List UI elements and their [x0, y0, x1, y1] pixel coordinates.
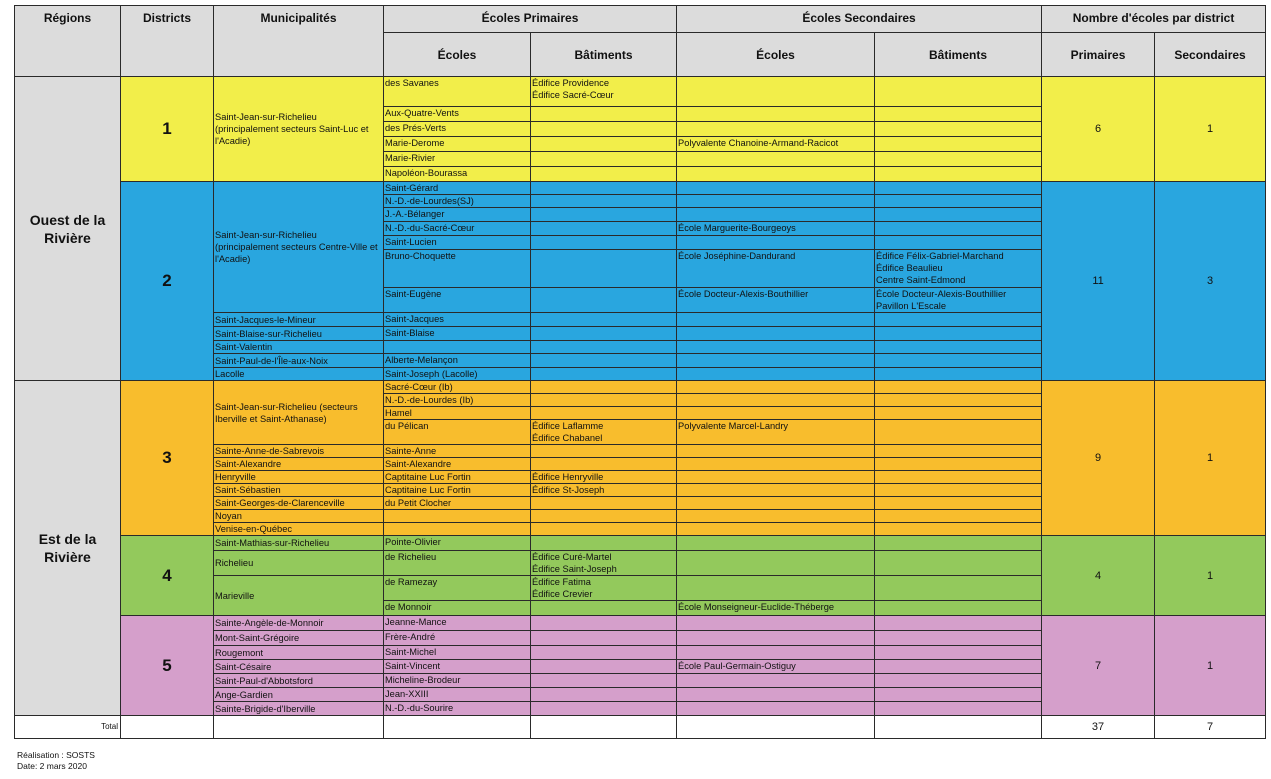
primary-building: Édifice Providence [532, 78, 609, 88]
primary-building: Édifice Chabanel [532, 433, 603, 443]
secondary-building-cell [875, 381, 1042, 394]
district-number: 3 [121, 381, 214, 536]
secondary-building: Édifice Félix-Gabriel-Marchand [876, 251, 1004, 261]
primary-building-cell [531, 484, 677, 497]
secondary-building-cell [875, 660, 1042, 674]
primary-school-cell: Captitaine Luc Fortin [384, 484, 531, 497]
secondary-building-cell [875, 152, 1042, 167]
secondary-count: 3 [1155, 182, 1266, 381]
secondary-school-cell [677, 167, 875, 182]
header-districts: Districts [121, 6, 214, 77]
municipality-cell: Saint-Jean-sur-Richelieu (principalement secteurs Saint-Luc et l'Acadie) [214, 77, 384, 182]
municipality-cell: Noyan [214, 510, 384, 523]
secondary-count: 1 [1155, 536, 1266, 616]
municipality-cell: Sainte-Anne-de-Sabrevois [214, 445, 384, 458]
primary-school-cell: Marie-Rivier [384, 152, 531, 167]
primary-school-cell: Pointe-Olivier [384, 536, 531, 551]
primary-school-cell: Saint-Eugène [384, 288, 531, 313]
primary-count: 4 [1042, 536, 1155, 616]
secondary-school-cell [677, 445, 875, 458]
primary-building-cell [531, 368, 677, 381]
primary-school-cell: Alberte-Melançon [384, 354, 531, 368]
municipality-cell: Saint-Alexandre [214, 458, 384, 471]
primary-building: Édifice Sacré-Cœur [532, 90, 614, 100]
primary-building-cell [531, 313, 677, 327]
secondary-school-cell [677, 551, 875, 576]
primary-building-cell [531, 616, 677, 631]
primary-school-cell: Saint-Blaise [384, 327, 531, 341]
secondary-building-cell [875, 288, 1042, 313]
secondary-building-cell [875, 394, 1042, 407]
secondary-building-cell [875, 497, 1042, 510]
primary-count: 7 [1042, 616, 1155, 716]
secondary-school-cell: École Marguerite-Bourgeoys [677, 222, 875, 236]
district-number: 1 [121, 77, 214, 182]
secondary-school-cell [677, 107, 875, 122]
primary-school-cell [384, 523, 531, 536]
header-secondary-schools-col: Écoles [677, 33, 875, 77]
total-empty [214, 716, 384, 739]
secondary-school-cell [677, 471, 875, 484]
secondary-building-cell [875, 250, 1042, 288]
header-primary-buildings-col: Bâtiments [531, 33, 677, 77]
secondary-school-cell [677, 236, 875, 250]
primary-school-cell: des Prés-Verts [384, 122, 531, 137]
total-empty [531, 716, 677, 739]
header-secondary-buildings-col: Bâtiments [875, 33, 1042, 77]
municipality-cell: Henryville [214, 471, 384, 484]
footer [17, 750, 95, 772]
municipality-cell: Saint-Paul-d'Abbotsford [214, 674, 384, 688]
primary-building-cell [531, 660, 677, 674]
primary-school-cell: N.-D.-du-Sourire [384, 702, 531, 716]
secondary-building-cell [875, 646, 1042, 660]
primary-building-cell [531, 646, 677, 660]
secondary-school-cell [677, 616, 875, 631]
primary-school-cell: J.-A.-Bélanger [384, 208, 531, 222]
secondary-building-cell [875, 182, 1042, 195]
table-row [15, 381, 1266, 394]
municipality-cell: Saint-Blaise-sur-Richelieu [214, 327, 384, 341]
primary-school-cell: Saint-Michel [384, 646, 531, 660]
secondary-building-cell [875, 368, 1042, 381]
primary-school-cell: Captitaine Luc Fortin [384, 471, 531, 484]
primary-building-cell [531, 510, 677, 523]
secondary-school-cell [677, 407, 875, 420]
secondary-building-cell [875, 222, 1042, 236]
primary-building-cell [531, 471, 677, 484]
secondary-building-cell [875, 601, 1042, 616]
secondary-building-cell [875, 236, 1042, 250]
secondary-building-cell [875, 107, 1042, 122]
secondary-school-cell [677, 368, 875, 381]
municipality-cell: Rougemont [214, 646, 384, 660]
primary-building: Édifice Laflamme [532, 421, 604, 431]
primary-building-cell [531, 137, 677, 152]
primary-school-cell: N.-D.-de-Lourdes (Ib) [384, 394, 531, 407]
secondary-count: 1 [1155, 616, 1266, 716]
primary-school-cell: Saint-Joseph (Lacolle) [384, 368, 531, 381]
header-municipalities: Municipalités [214, 6, 384, 77]
secondary-school-cell [677, 152, 875, 167]
total-empty [677, 716, 875, 739]
secondary-school-cell [677, 458, 875, 471]
municipality-cell: Sainte-Angèle-de-Monnoir [214, 616, 384, 631]
municipality-cell: Saint-Sébastien [214, 484, 384, 497]
header-secondary-schools: Écoles Secondaires [677, 6, 1042, 33]
primary-building-cell [531, 497, 677, 510]
municipality-cell: Saint-Paul-de-l'Île-aux-Noix [214, 354, 384, 368]
total-empty [875, 716, 1042, 739]
municipality-cell: Marieville [214, 576, 384, 616]
primary-building-cell [531, 182, 677, 195]
secondary-building-cell [875, 313, 1042, 327]
secondary-school-cell [677, 195, 875, 208]
secondary-building-cell [875, 195, 1042, 208]
secondary-school-cell [677, 523, 875, 536]
secondary-building-cell [875, 688, 1042, 702]
secondary-building-cell [875, 471, 1042, 484]
municipality-cell: Saint-Jean-sur-Richelieu (principalement secteurs Centre-Ville et l'Acadie) [214, 182, 384, 313]
municipality-cell: Saint-Jacques-le-Mineur [214, 313, 384, 327]
table-row [15, 536, 1266, 551]
secondary-school-cell [677, 208, 875, 222]
secondary-building-cell [875, 122, 1042, 137]
header-secondaries-count: Secondaires [1155, 33, 1266, 77]
secondary-building-cell [875, 702, 1042, 716]
secondary-building: École Docteur-Alexis-Bouthillier [876, 289, 1007, 299]
total-secondaries: 7 [1155, 716, 1266, 739]
primary-building-cell [531, 445, 677, 458]
municipality-cell: Saint-Jean-sur-Richelieu (secteurs Iberville et Saint-Athanase) [214, 381, 384, 445]
secondary-building-cell [875, 674, 1042, 688]
secondary-school-cell [677, 646, 875, 660]
primary-school-cell: Saint-Lucien [384, 236, 531, 250]
secondary-building: Pavillon L'Escale [876, 301, 947, 311]
district-number: 5 [121, 616, 214, 716]
secondary-school-cell [677, 497, 875, 510]
primary-school-cell: du Pélican [384, 420, 531, 445]
primary-school-cell: Marie-Derome [384, 137, 531, 152]
primary-building-cell [531, 523, 677, 536]
primary-building: Édifice Henryville [532, 472, 604, 482]
secondary-school-cell [677, 394, 875, 407]
secondary-building-cell [875, 445, 1042, 458]
primary-building-cell [531, 420, 677, 445]
schools-table [14, 5, 1266, 739]
primary-building-cell [531, 458, 677, 471]
municipality-cell: Saint-Valentin [214, 341, 384, 354]
region-cell: Ouest de la Rivière [15, 77, 121, 381]
secondary-building-cell [875, 510, 1042, 523]
secondary-school-cell: École Paul-Germain-Ostiguy [677, 660, 875, 674]
primary-school-cell: Frère-André [384, 631, 531, 646]
primary-school-cell: du Petit Clocher [384, 497, 531, 510]
secondary-school-cell [677, 327, 875, 341]
secondary-school-cell [677, 631, 875, 646]
municipality-cell: Saint-Mathias-sur-Richelieu [214, 536, 384, 551]
secondary-school-cell [677, 313, 875, 327]
primary-building-cell [531, 407, 677, 420]
secondary-building-cell [875, 327, 1042, 341]
primary-school-cell [384, 341, 531, 354]
secondary-school-cell [677, 484, 875, 497]
primary-building: Édifice Crevier [532, 589, 593, 599]
primary-building-cell [531, 381, 677, 394]
primary-school-cell: Jean-XXIII [384, 688, 531, 702]
primary-building-cell [531, 688, 677, 702]
secondary-school-cell: Polyvalente Chanoine-Armand-Racicot [677, 137, 875, 152]
secondary-building-cell [875, 458, 1042, 471]
secondary-building: Édifice Beaulieu [876, 263, 943, 273]
primary-school-cell: Saint-Gérard [384, 182, 531, 195]
primary-building: Édifice Saint-Joseph [532, 564, 617, 574]
primary-school-cell: Saint-Alexandre [384, 458, 531, 471]
primary-building-cell [531, 354, 677, 368]
primary-building-cell [531, 288, 677, 313]
table-body [15, 77, 1266, 716]
primary-building-cell [531, 327, 677, 341]
district-number: 4 [121, 536, 214, 616]
secondary-school-cell [677, 341, 875, 354]
secondary-school-cell [677, 576, 875, 601]
footer-credit: Réalisation : SOSTS [17, 750, 95, 760]
primary-building-cell [531, 77, 677, 107]
total-label: Total [15, 716, 121, 739]
primary-school-cell: Aux-Quatre-Vents [384, 107, 531, 122]
district-number: 2 [121, 182, 214, 381]
secondary-school-cell: Polyvalente Marcel-Landry [677, 420, 875, 445]
secondary-school-cell [677, 182, 875, 195]
secondary-school-cell [677, 702, 875, 716]
primary-count: 11 [1042, 182, 1155, 381]
table-row [15, 77, 1266, 107]
table-row [15, 616, 1266, 631]
secondary-building-cell [875, 77, 1042, 107]
primary-building-cell [531, 222, 677, 236]
municipality-cell: Saint-Georges-de-Clarenceville [214, 497, 384, 510]
primary-building-cell [531, 551, 677, 576]
primary-school-cell: Napoléon-Bourassa [384, 167, 531, 182]
primary-building-cell [531, 122, 677, 137]
secondary-building-cell [875, 536, 1042, 551]
primary-school-cell: N.-D.-du-Sacré-Cœur [384, 222, 531, 236]
secondary-count: 1 [1155, 77, 1266, 182]
total-empty [384, 716, 531, 739]
secondary-building-cell [875, 407, 1042, 420]
total-primaries: 37 [1042, 716, 1155, 739]
municipality-cell: Mont-Saint-Grégoire [214, 631, 384, 646]
secondary-school-cell [677, 77, 875, 107]
municipality-cell: Richelieu [214, 551, 384, 576]
municipality-cell: Ange-Gardien [214, 688, 384, 702]
primary-building-cell [531, 631, 677, 646]
primary-building-cell [531, 341, 677, 354]
secondary-building-cell [875, 167, 1042, 182]
primary-school-cell: de Ramezay [384, 576, 531, 601]
primary-building-cell [531, 236, 677, 250]
secondary-building-cell [875, 137, 1042, 152]
primary-school-cell: N.-D.-de-Lourdes(SJ) [384, 195, 531, 208]
secondary-school-cell: École Docteur-Alexis-Bouthillier [677, 288, 875, 313]
municipality-cell: Venise-en-Québec [214, 523, 384, 536]
primary-count: 9 [1042, 381, 1155, 536]
secondary-building-cell [875, 341, 1042, 354]
primary-building-cell [531, 601, 677, 616]
primary-building: Édifice Fatima [532, 577, 591, 587]
secondary-school-cell [677, 354, 875, 368]
table-row [15, 182, 1266, 195]
primary-building-cell [531, 195, 677, 208]
municipality-cell: Saint-Césaire [214, 660, 384, 674]
primary-building-cell [531, 674, 677, 688]
header-primaries-count: Primaires [1042, 33, 1155, 77]
secondary-school-cell [677, 688, 875, 702]
secondary-building-cell [875, 208, 1042, 222]
primary-school-cell: Sainte-Anne [384, 445, 531, 458]
secondary-building-cell [875, 420, 1042, 445]
secondary-school-cell [677, 536, 875, 551]
primary-building-cell [531, 394, 677, 407]
header-school-count: Nombre d'écoles par district [1042, 6, 1266, 33]
primary-building: Édifice Curé-Martel [532, 552, 612, 562]
primary-building-cell [531, 167, 677, 182]
secondary-building-cell [875, 354, 1042, 368]
municipality-cell: Sainte-Brigide-d'Iberville [214, 702, 384, 716]
primary-count: 6 [1042, 77, 1155, 182]
secondary-school-cell [677, 510, 875, 523]
primary-school-cell: de Richelieu [384, 551, 531, 576]
secondary-building-cell [875, 576, 1042, 601]
primary-building-cell [531, 152, 677, 167]
secondary-school-cell: École Monseigneur-Euclide-Théberge [677, 601, 875, 616]
secondary-building-cell [875, 551, 1042, 576]
region-cell: Est de la Rivière [15, 381, 121, 716]
header-regions: Régions [15, 6, 121, 77]
secondary-school-cell: École Joséphine-Dandurand [677, 250, 875, 288]
primary-building-cell [531, 208, 677, 222]
footer-date: Date: 2 mars 2020 [17, 761, 87, 771]
secondary-school-cell [677, 674, 875, 688]
primary-school-cell: Jeanne-Mance [384, 616, 531, 631]
secondary-building-cell [875, 616, 1042, 631]
municipality-cell: Lacolle [214, 368, 384, 381]
header-primary-schools: Écoles Primaires [384, 6, 677, 33]
primary-building-cell [531, 576, 677, 601]
secondary-building: Centre Saint-Edmond [876, 275, 966, 285]
primary-building: Édifice St-Joseph [532, 485, 605, 495]
primary-school-cell: des Savanes [384, 77, 531, 107]
primary-building-cell [531, 536, 677, 551]
primary-school-cell: Sacré-Cœur (Ib) [384, 381, 531, 394]
secondary-building-cell [875, 484, 1042, 497]
primary-school-cell: Saint-Jacques [384, 313, 531, 327]
secondary-building-cell [875, 523, 1042, 536]
primary-building-cell [531, 107, 677, 122]
secondary-building-cell [875, 631, 1042, 646]
header-primary-schools-col: Écoles [384, 33, 531, 77]
secondary-school-cell [677, 381, 875, 394]
primary-school-cell: Hamel [384, 407, 531, 420]
total-empty [121, 716, 214, 739]
primary-school-cell [384, 510, 531, 523]
secondary-count: 1 [1155, 381, 1266, 536]
primary-school-cell: de Monnoir [384, 601, 531, 616]
primary-school-cell: Saint-Vincent [384, 660, 531, 674]
primary-school-cell: Micheline-Brodeur [384, 674, 531, 688]
secondary-school-cell [677, 122, 875, 137]
primary-school-cell: Bruno-Choquette [384, 250, 531, 288]
primary-building-cell [531, 250, 677, 288]
primary-building-cell [531, 702, 677, 716]
